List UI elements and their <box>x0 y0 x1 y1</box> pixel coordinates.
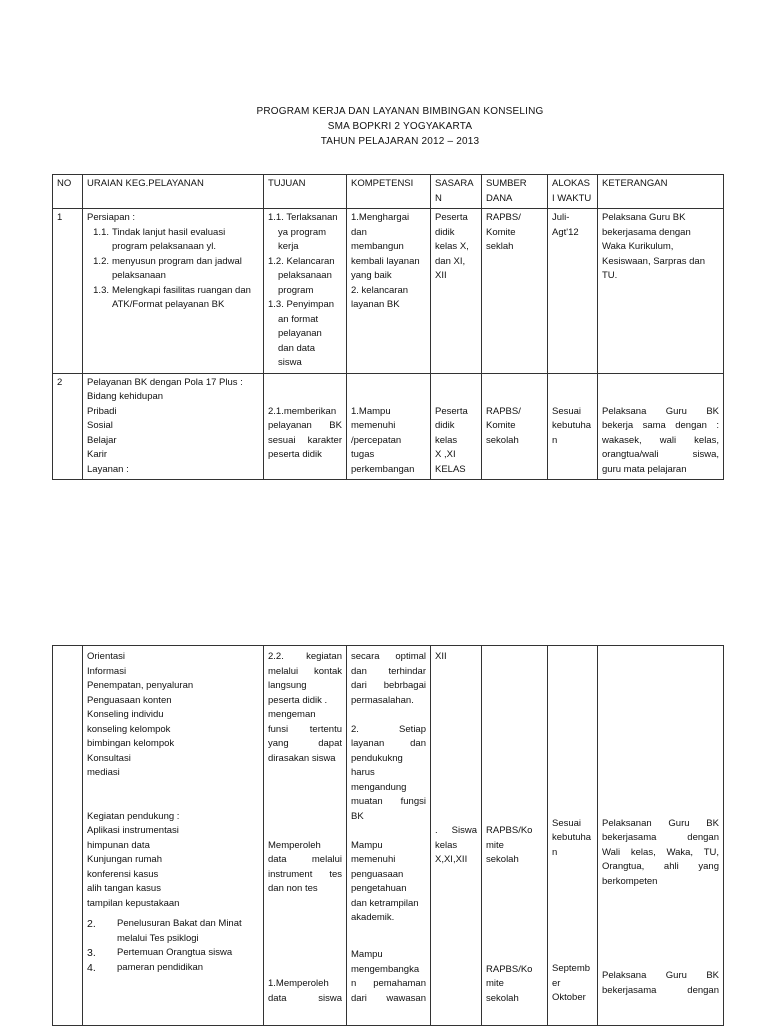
row2-sasaran: Peserta didik kelas X ,XI KELAS <box>431 373 482 480</box>
row1-tujuan: 1.1. Terlaksanan ya program kerja 1.2. Kelancaran pelaksanaan program 1.3. Penyimpan an format pelayanan dan data siswa <box>264 209 347 374</box>
document-header <box>0 104 768 149</box>
row3-keterangan: Pelaksanan Guru BK bekerjasama dengan Wali kelas, Waka, TU, Orangtua, ahli yang berkompeten Pelaksana Guru BK bekerjasama dengan <box>598 646 724 1026</box>
table-row <box>53 373 724 480</box>
col-sasaran: SASARA N <box>431 175 482 209</box>
program-table-page2 <box>52 645 724 1026</box>
row1-uraian: Persiapan : 1.1. Tindak lanjut hasil evaluasi program pelaksanaan yl. 1.2. menyusun program dan jadwal pelaksanaan 1.3. Melengkapi fasilitas ruangan dan ATK/Format pelayanan BK <box>83 209 264 374</box>
row1-sumber: RAPBS/ Komite seklah <box>482 209 548 374</box>
row3-tujuan: 2.2. kegiatan melalui kontak langsung peserta didik . mengeman funsi tertentu yang dapat dirasakan siswa Memperoleh data melalui instrument tes dan non tes 1.Memperoleh data siswa <box>264 646 347 1026</box>
row1-alokasi: Juli- Agt'12 <box>548 209 598 374</box>
table-row <box>53 646 724 1026</box>
row3-alokasi: Sesuai kebutuha n Septemb er Oktober <box>548 646 598 1026</box>
row3-sumber: RAPBS/Ko mite sekolah RAPBS/Ko mite sekolah <box>482 646 548 1026</box>
row3-kompetensi: secara optimal dan terhindar dari bebrbagai permasalahan. 2. Setiap layanan dan pendukukng harus mengandung muatan fungsi BK Mampu memenuhi penguasaan pengetahuan dan ketrampilan akademik. Mampu mengembangka n pemahaman dari wawasan <box>347 646 431 1026</box>
header-title: PROGRAM KERJA DAN LAYANAN BIMBINGAN KONSELING <box>256 106 544 117</box>
row3-uraian: Orientasi Informasi Penempatan, penyaluran Penguasaan konten Konseling individu konseling kelompok bimbingan kelompok Konsultasi mediasi Kegiatan pendukung : Aplikasi instrumentasi himpunan data Kunjungan rumah konferensi kasus alih tangan kasus tampilan kepustakaan 2. Penelusuran Bakat dan Minat melalui Tes psiklogi 3. Pertemuan Orangtua siswa 4. pameran pendidikan <box>83 646 264 1026</box>
table-row <box>53 209 724 374</box>
header-school: SMA BOPKRI 2 YOGYAKARTA <box>327 121 473 132</box>
row2-uraian: Pelayanan BK dengan Pola 17 Plus : Bidang kehidupan Pribadi Sosial Belajar Karir Layanan : <box>83 373 264 480</box>
row2-keterangan: Pelaksana Guru BK bekerja sama dengan : wakasek, wali kelas, orangtua/wali siswa, guru mata pelajaran <box>598 373 724 480</box>
row2-alokasi: Sesuai kebutuha n <box>548 373 598 480</box>
row2-kompetensi: 1.Mampu memenuhi /percepatan tugas perkembangan <box>347 373 431 480</box>
col-sumber: SUMBER DANA <box>482 175 548 209</box>
row2-tujuan: 2.1.memberikan pelayanan BK sesuai karakter peserta didik <box>264 373 347 480</box>
row1-no: 1 <box>53 209 83 374</box>
col-tujuan: TUJUAN <box>264 175 347 209</box>
row2-sumber: RAPBS/ Komite sekolah <box>482 373 548 480</box>
program-table-page1 <box>52 174 724 480</box>
col-keterangan: KETERANGAN <box>598 175 724 209</box>
row1-keterangan: Pelaksana Guru BK bekerjasama dengan Waka Kurikulum, Kesiswaan, Sarpras dan TU. <box>598 209 724 374</box>
col-kompetensi: KOMPETENSI <box>347 175 431 209</box>
row3-no <box>53 646 83 1026</box>
col-uraian: URAIAN KEG.PELAYANAN <box>83 175 264 209</box>
row2-no: 2 <box>53 373 83 480</box>
row1-kompetensi: 1.Menghargai dan membangun kembali layanan yang baik 2. kelancaran layanan BK <box>347 209 431 374</box>
table-header-row <box>53 175 724 209</box>
col-no: NO <box>53 175 83 209</box>
row3-sasaran: XII . Siswa kelas X,XI,XII <box>431 646 482 1026</box>
row1-sasaran: Peserta didik kelas X, dan XI, XII <box>431 209 482 374</box>
col-alokasi: ALOKAS I WAKTU <box>548 175 598 209</box>
header-year: TAHUN PELAJARAN 2012 – 2013 <box>320 136 480 147</box>
